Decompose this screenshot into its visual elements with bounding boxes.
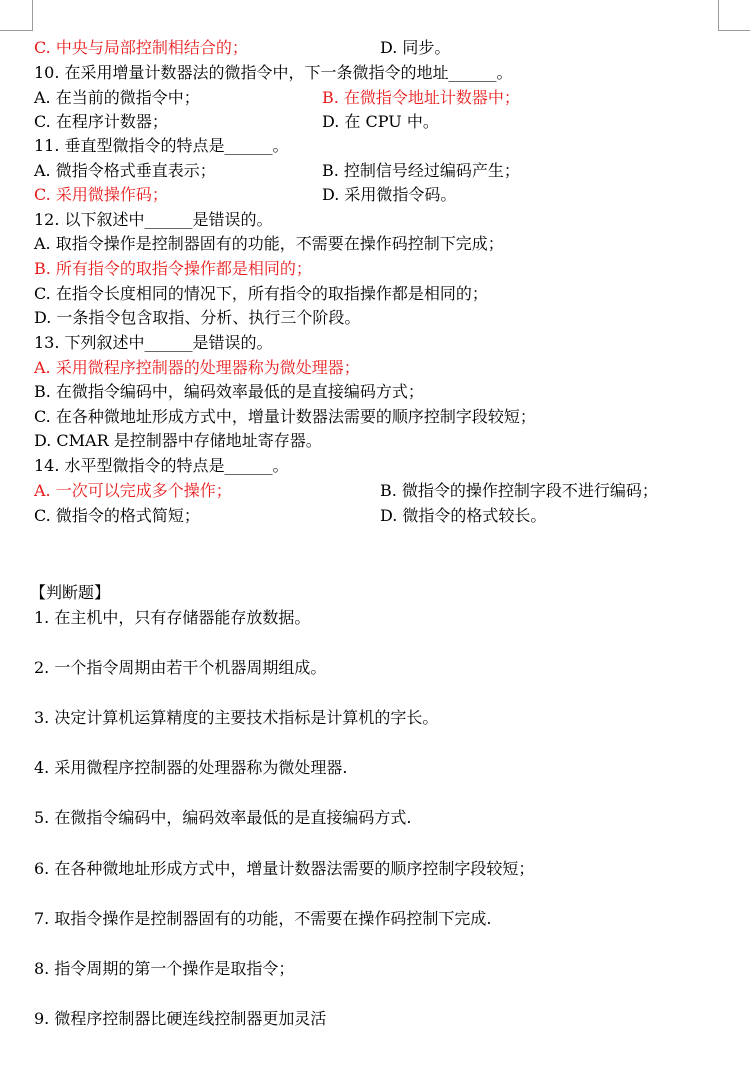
q13-option-a: A. 采用微程序控制器的处理器称为微处理器； [34,358,360,377]
q9-option-d: D. 同步。 [380,38,451,57]
judge-item: 4. 采用微程序控制器的处理器称为微处理器. [34,758,348,777]
q14-stem: 14. 水平型微指令的特点是______。 [34,456,289,475]
judge-item: 7. 取指令操作是控制器固有的功能，不需要在操作码控制下完成. [34,909,492,928]
q13-option-c: C. 在各种微地址形成方式中，增量计数器法需要的顺序控制字段较短； [34,407,536,426]
q11-option-c: C. 采用微操作码； [34,185,168,204]
q9-option-c: C. 中央与局部控制相结合的； [34,38,248,57]
q12-stem: 12. 以下叙述中______是错误的。 [34,210,273,229]
q11-option-d: D. 采用微指令码。 [322,185,457,204]
q11-option-a: A. 微指令格式垂直表示； [34,161,216,180]
judge-item: 6. 在各种微地址形成方式中，增量计数器法需要的顺序控制字段较短； [34,859,535,878]
crop-mark-top-right-horizontal [718,30,750,31]
q12-option-b: B. 所有指令的取指令操作都是相同的； [34,259,312,278]
judge-item: 8. 指令周期的第一个操作是取指令； [34,959,295,978]
q14-option-b: B. 微指令的操作控制字段不进行编码； [380,481,658,500]
crop-mark-top-left-vertical [32,0,33,30]
q10-stem: 10. 在采用增量计数器法的微指令中，下一条微指令的地址______。 [34,63,513,82]
judge-item: 1. 在主机中，只有存储器能存放数据。 [34,608,311,627]
q14-option-d: D. 微指令的格式较长。 [380,506,547,525]
judge-item: 2. 一个指令周期由若干个机器周期组成。 [34,658,327,677]
q11-option-b: B. 控制信号经过编码产生； [322,161,520,180]
q10-option-c: C. 在程序计数器； [34,112,168,131]
q12-option-a: A. 取指令操作是控制器固有的功能，不需要在操作码控制下完成； [34,234,504,253]
judge-item: 9. 微程序控制器比硬连线控制器更加灵活 [34,1009,327,1028]
judge-item: 3. 决定计算机运算精度的主要技术指标是计算机的字长。 [34,708,439,727]
q12-option-c: C. 在指令长度相同的情况下，所有指令的取指操作都是相同的； [34,284,488,303]
q10-option-b: B. 在微指令地址计数器中； [322,88,520,107]
q13-option-b: B. 在微指令编码中，编码效率最低的是直接编码方式； [34,382,424,401]
q11-stem: 11. 垂直型微指令的特点是______。 [34,136,289,155]
q14-option-a: A. 一次可以完成多个操作； [34,481,232,500]
judge-item: 5. 在微指令编码中，编码效率最低的是直接编码方式. [34,808,412,827]
crop-mark-top-right-vertical [718,0,719,30]
judge-heading: 【判断题】 [30,583,111,602]
q10-option-d: D. 在 CPU 中。 [322,112,439,131]
q14-option-c: C. 微指令的格式简短； [34,506,200,525]
crop-mark-top-left-horizontal [0,30,33,31]
q12-option-d: D. 一条指令包含取指、分析、执行三个阶段。 [34,308,361,327]
q13-option-d: D. CMAR 是控制器中存储地址寄存器。 [34,431,322,450]
q10-option-a: A. 在当前的微指令中； [34,88,200,107]
q13-stem: 13. 下列叙述中______是错误的。 [34,333,273,352]
